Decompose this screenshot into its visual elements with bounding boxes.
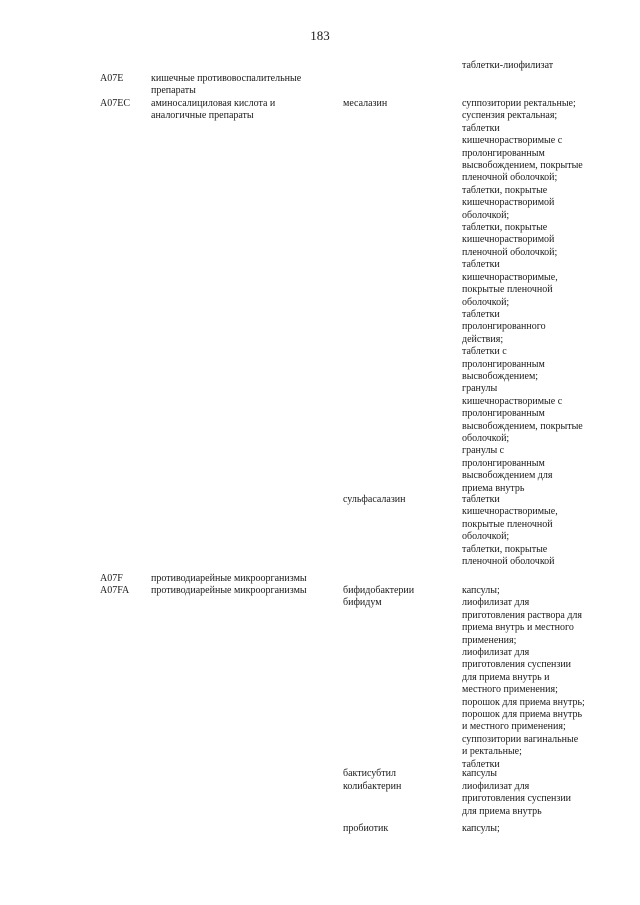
atc-code: A07F bbox=[100, 573, 123, 584]
dosage-forms-line: порошок для приема внутрь; bbox=[462, 696, 585, 708]
page-number: 183 bbox=[310, 28, 330, 43]
dosage-forms-line: кишечнорастворимые, bbox=[462, 506, 558, 518]
dosage-forms-line: таблетки, покрытые bbox=[462, 184, 548, 196]
dosage-forms-line: капсулы; bbox=[462, 585, 500, 596]
dosage-forms bbox=[462, 98, 583, 495]
group-name-line: противодиарейные микроорганизмы bbox=[151, 585, 307, 596]
dosage-forms-line: лиофилизат для bbox=[462, 597, 530, 609]
atc-code: A07FA bbox=[100, 585, 130, 596]
drug-name bbox=[343, 585, 414, 610]
dosage-forms-line: кишечнорастворимые, bbox=[462, 271, 558, 283]
drug-name bbox=[343, 781, 401, 793]
group-name-line: кишечные противовоспалительные bbox=[151, 73, 302, 84]
dosage-forms-line: суппозитории ректальные; bbox=[462, 98, 576, 109]
dosage-forms-line: лиофилизат для bbox=[462, 781, 530, 792]
drug-name bbox=[343, 494, 406, 506]
dosage-forms-line: таблетки, покрытые bbox=[462, 543, 548, 555]
dosage-forms-line: высвобождением для bbox=[462, 470, 553, 482]
dosage-forms-line: пролонгированным bbox=[462, 147, 545, 159]
dosage-forms bbox=[462, 60, 553, 72]
dosage-forms-line: пленочной оболочкой; bbox=[462, 246, 558, 258]
dosage-forms-line: покрытые пленочной bbox=[462, 518, 553, 530]
dosage-forms-line: покрытые пленочной bbox=[462, 284, 553, 296]
group-name bbox=[151, 98, 275, 123]
dosage-forms-line: оболочкой; bbox=[462, 432, 510, 444]
dosage-forms-line: лиофилизат для bbox=[462, 647, 530, 659]
group-name-line: препараты bbox=[151, 85, 196, 97]
dosage-forms bbox=[462, 781, 571, 818]
group-name bbox=[151, 573, 307, 585]
dosage-forms-line: кишечнорастворимые с bbox=[462, 135, 563, 147]
dosage-forms-line: для приема внутрь и bbox=[462, 671, 550, 683]
dosage-forms-line: порошок для приема внутрь bbox=[462, 709, 583, 721]
dosage-forms-line: капсулы bbox=[462, 768, 497, 779]
dosage-forms-line: приготовления суспензии bbox=[462, 793, 572, 805]
group-name bbox=[151, 73, 301, 98]
dosage-forms-line: кишечнорастворимой bbox=[462, 234, 555, 246]
drug-name-line: бифидум bbox=[343, 597, 382, 609]
dosage-forms-line: кишечнорастворимые с bbox=[462, 395, 563, 407]
drug-name-line: колибактерин bbox=[343, 781, 402, 792]
dosage-forms-line: оболочкой; bbox=[462, 296, 510, 308]
atc-code: A07E bbox=[100, 73, 124, 84]
dosage-forms-line: таблетки bbox=[462, 122, 500, 134]
drug-name-line: пробиотик bbox=[343, 823, 389, 834]
dosage-forms-line: таблетки bbox=[462, 494, 500, 505]
drug-name-line: сульфасалазин bbox=[343, 494, 406, 505]
dosage-forms-line: для приема внутрь bbox=[462, 805, 542, 817]
dosage-forms-line: пролонгированным bbox=[462, 408, 545, 420]
dosage-forms bbox=[462, 768, 497, 780]
drug-name-line: бифидобактерии bbox=[343, 585, 415, 596]
dosage-forms-line: суппозитории вагинальные bbox=[462, 733, 579, 745]
dosage-forms-line: кишечнорастворимой bbox=[462, 197, 555, 209]
dosage-forms-line: приема внутрь и местного bbox=[462, 622, 574, 634]
dosage-forms bbox=[462, 823, 500, 835]
drug-name-line: месалазин bbox=[343, 98, 388, 109]
drug-name-line: бактисубтил bbox=[343, 768, 396, 779]
dosage-forms-line: и местного применения; bbox=[462, 721, 566, 733]
group-name-line: противодиарейные микроорганизмы bbox=[151, 573, 307, 584]
dosage-forms-line: пленочной оболочкой bbox=[462, 556, 555, 568]
drug-name bbox=[343, 823, 388, 835]
dosage-forms-line: таблетки bbox=[462, 308, 500, 320]
atc-code: A07EC bbox=[100, 98, 130, 109]
dosage-forms-line: гранулы с bbox=[462, 445, 505, 457]
dosage-forms-line: высвобождением; bbox=[462, 370, 539, 382]
dosage-forms bbox=[462, 494, 558, 568]
dosage-forms-line: капсулы; bbox=[462, 823, 500, 834]
dosage-forms-line: таблетки bbox=[462, 259, 500, 271]
dosage-forms-line: гранулы bbox=[462, 383, 498, 395]
dosage-forms-line: суспензия ректальная; bbox=[462, 110, 558, 122]
dosage-forms-line: пролонгированным bbox=[462, 457, 545, 469]
dosage-forms-line: применения; bbox=[462, 634, 517, 646]
dosage-forms-line: пролонгированным bbox=[462, 358, 545, 370]
dosage-forms-line: высвобождением, покрытые bbox=[462, 160, 583, 172]
dosage-forms-line: таблетки с bbox=[462, 346, 507, 358]
dosage-forms-line: приготовления суспензии bbox=[462, 659, 572, 671]
dosage-forms-line: и ректальные; bbox=[462, 746, 522, 758]
group-name-line: аналогичные препараты bbox=[151, 110, 254, 122]
dosage-forms-line: приготовления раствора для bbox=[462, 609, 582, 621]
group-name bbox=[151, 585, 307, 597]
dosage-forms-line: местного применения; bbox=[462, 684, 558, 696]
dosage-forms-line: пролонгированного bbox=[462, 321, 546, 333]
dosage-forms-line: таблетки, покрытые bbox=[462, 222, 548, 234]
dosage-forms-line: оболочкой; bbox=[462, 209, 510, 221]
dosage-forms-line: высвобождением, покрытые bbox=[462, 420, 583, 432]
dosage-forms-line: пленочной оболочкой; bbox=[462, 172, 558, 184]
dosage-forms-line: действия; bbox=[462, 333, 504, 345]
drug-name bbox=[343, 98, 387, 110]
dosage-forms-line: приема внутрь bbox=[462, 482, 525, 494]
dosage-forms-line: оболочкой; bbox=[462, 531, 510, 543]
drug-name bbox=[343, 768, 396, 780]
dosage-forms bbox=[462, 585, 585, 771]
group-name-line: аминосалициловая кислота и bbox=[151, 98, 276, 109]
dosage-forms-line: таблетки-лиофилизат bbox=[462, 60, 554, 71]
dosage-forms-line: таблетки bbox=[462, 758, 500, 770]
